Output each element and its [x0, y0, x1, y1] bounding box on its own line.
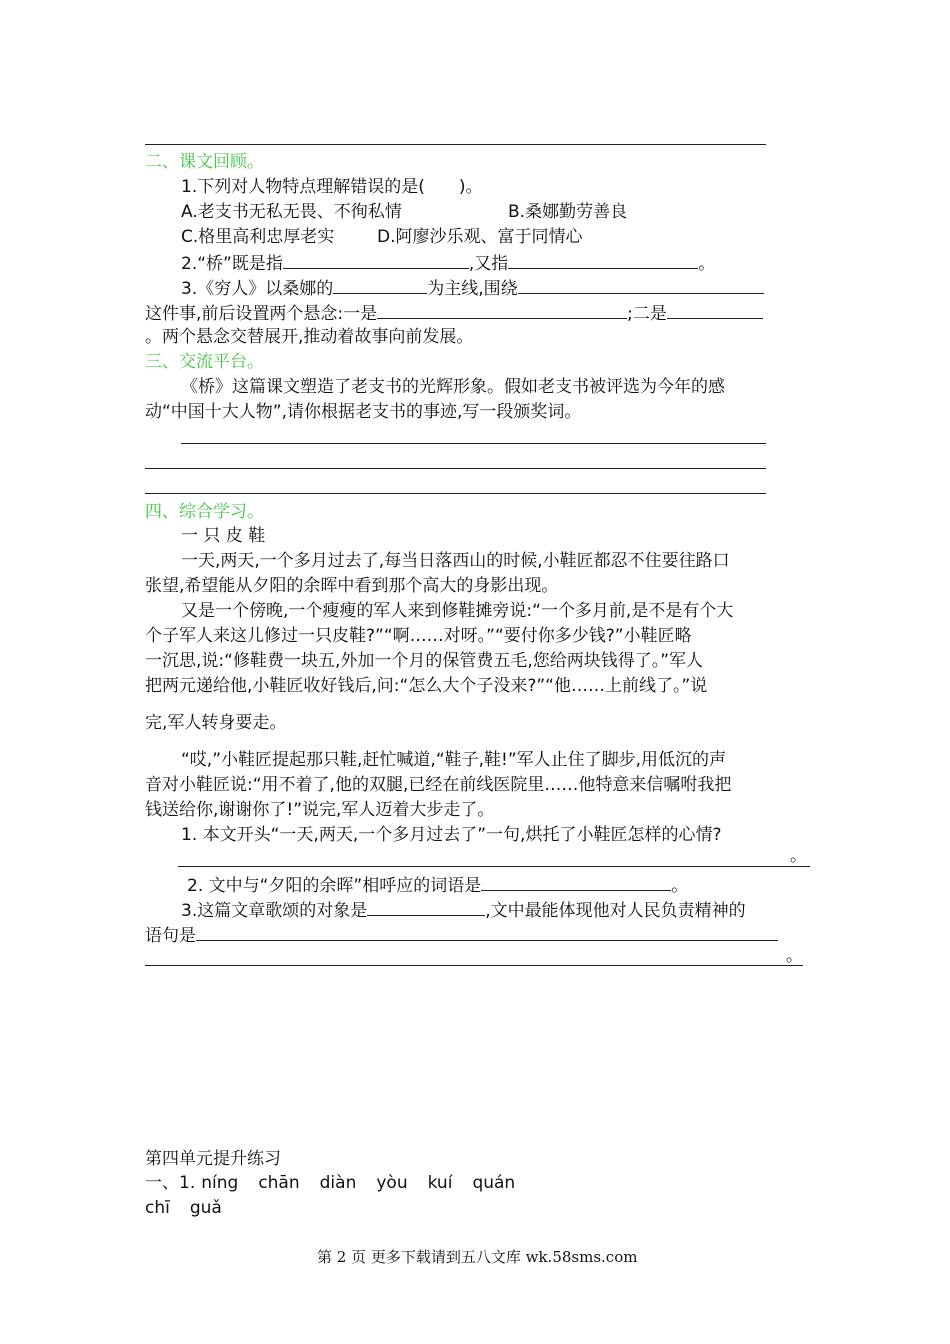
s4-q2-text: 2. 文中与“夕阳的余晖”相呼应的词语是 [187, 876, 482, 896]
s2-q3-line-3: 。两个悬念交替展开,推动着故事向前发展。 [145, 327, 474, 347]
story-p3-line-2: 音对小鞋匠说:“用不着了,他的双腿,已经在前线医院里……他特意来信嘱咐我把 [145, 775, 732, 795]
pinyin-word: quán [472, 1173, 516, 1193]
s2-question-3 [181, 275, 764, 301]
s4-q2-end: 。 [671, 876, 689, 896]
s4-q2-blank[interactable] [481, 872, 671, 891]
story-p1-line-1: 一天,两天,一个多月过去了,每当日落西山的时候,小鞋匠都忍不住要往路口 [181, 551, 730, 571]
story-p2-line-5: 完,军人转身要走。 [145, 713, 287, 733]
pinyin-word: chān [258, 1173, 300, 1193]
s3-answer-line-2[interactable] [145, 468, 766, 469]
s4-question-2 [187, 872, 688, 898]
answers-heading: 第四单元提升练习 [145, 1149, 281, 1169]
pinyin-word: guǎ [189, 1198, 222, 1218]
story-p1-line-2: 张望,希望能从夕阳的余晖中看到那个高大的身影出现。 [145, 576, 559, 596]
s2-q3-blank-4[interactable] [667, 300, 763, 319]
s3-answer-line-1[interactable] [181, 443, 766, 444]
s4-q3-end: 。 [786, 946, 803, 966]
s3-answer-line-3[interactable] [145, 493, 766, 494]
s4-q1-answer-line[interactable] [178, 866, 810, 867]
s2-q2-blank-1[interactable] [283, 250, 469, 269]
s2-q2-text-b: ,又指 [468, 254, 509, 274]
s2-q1-option-d: D.阿廖沙乐观、富于同情心 [377, 227, 583, 247]
s2-q2-text-a: 2.“桥”既是指 [181, 254, 283, 274]
story-p2-line-4: 把两元递给他,小鞋匠收好钱后,问:“怎么大个子没来?”“他……上前线了。”说 [145, 676, 708, 696]
answers-prefix: 一、1. [145, 1173, 196, 1193]
section-2-title: 二、课文回顾。 [145, 152, 264, 172]
s2-q3-blank-1[interactable] [333, 275, 427, 294]
answers-line-1 [145, 1171, 535, 1195]
s4-q3-line-2 [145, 922, 778, 948]
s2-q3-text-c: 这件事,前后设置两个悬念:一是 [145, 304, 378, 324]
story-p2-line-2: 个子军人来这儿修过一只皮鞋?”“啊……对呀。”“要付你多少钱?”小鞋匠略 [145, 626, 692, 646]
s4-q1-end: 。 [790, 846, 807, 866]
story-p2-line-3: 一沉思,说:“修鞋费一块五,外加一个月的保管费五毛,您给两块钱得了。”军人 [145, 651, 704, 671]
pinyin-word: chī [145, 1198, 170, 1218]
pinyin-word: kuí [427, 1173, 453, 1193]
s4-q3-blank-2[interactable] [196, 922, 778, 941]
s2-q3-text-b: 为主线,围绕 [427, 279, 518, 299]
section-3-title: 三、交流平台。 [145, 352, 264, 372]
section-4-title: 四、综合学习。 [145, 502, 264, 522]
s2-q3-line-2 [145, 300, 763, 326]
pinyin-word: níng [201, 1173, 239, 1193]
s4-q3-blank-1[interactable] [367, 897, 485, 916]
s4-question-1: 1. 本文开头“一天,两天,一个多月过去了”一句,烘托了小鞋匠怎样的心情? [181, 825, 722, 845]
s2-q3-blank-2[interactable] [518, 275, 764, 294]
answers-line-2 [145, 1196, 242, 1220]
s2-q1-option-c: C.格里高利忠厚老实 [181, 227, 335, 247]
s2-question-2 [181, 250, 715, 276]
s2-q3-blank-3[interactable] [377, 300, 627, 319]
page-footer: 第 2 页 更多下载请到五八文库 wk.58sms.com [317, 1248, 638, 1266]
s2-question-1: 1.下列对人物特点理解错误的是( )。 [181, 177, 483, 197]
s2-q3-text-a: 3.《穷人》以桑娜的 [181, 279, 334, 299]
s2-q2-end: 。 [698, 254, 716, 274]
s4-q3-text-a: 3.这篇文章歌颂的对象是 [181, 901, 368, 921]
s4-question-3 [181, 897, 746, 923]
story-p3-line-1: “哎,”小鞋匠提起那只鞋,赶忙喊道,“鞋子,鞋!”军人止住了脚步,用低沉的声 [181, 750, 727, 770]
s2-q3-text-d: ;二是 [627, 304, 667, 324]
s3-paragraph-line-2: 动“中国十大人物”,请你根据老支书的事迹,写一段颁奖词。 [145, 402, 582, 422]
story-title: 一 只 皮 鞋 [181, 526, 266, 546]
story-p2-line-1: 又是一个傍晚,一个瘦瘦的军人来到修鞋摊旁说:“一个多月前,是不是有个大 [181, 601, 734, 621]
s2-q1-option-a: A.老支书无私无畏、不徇私情 [181, 202, 402, 222]
s4-q3-text-b: ,文中最能体现他对人民负责精神的 [485, 901, 746, 921]
s2-q2-blank-2[interactable] [508, 250, 698, 269]
s4-q3-text-c: 语句是 [145, 926, 196, 946]
story-p3-line-3: 钱送给你,谢谢你了!”说完,军人迈着大步走了。 [145, 800, 495, 820]
top-answer-line [145, 144, 766, 145]
s2-q1-option-b: B.桑娜勤劳善良 [508, 202, 628, 222]
s3-paragraph-line-1: 《桥》这篇课文塑造了老支书的光辉形象。假如老支书被评选为今年的感 [181, 377, 725, 397]
pinyin-word: yòu [376, 1173, 408, 1193]
pinyin-word: diàn [319, 1173, 357, 1193]
s4-q3-answer-line[interactable] [145, 965, 803, 966]
